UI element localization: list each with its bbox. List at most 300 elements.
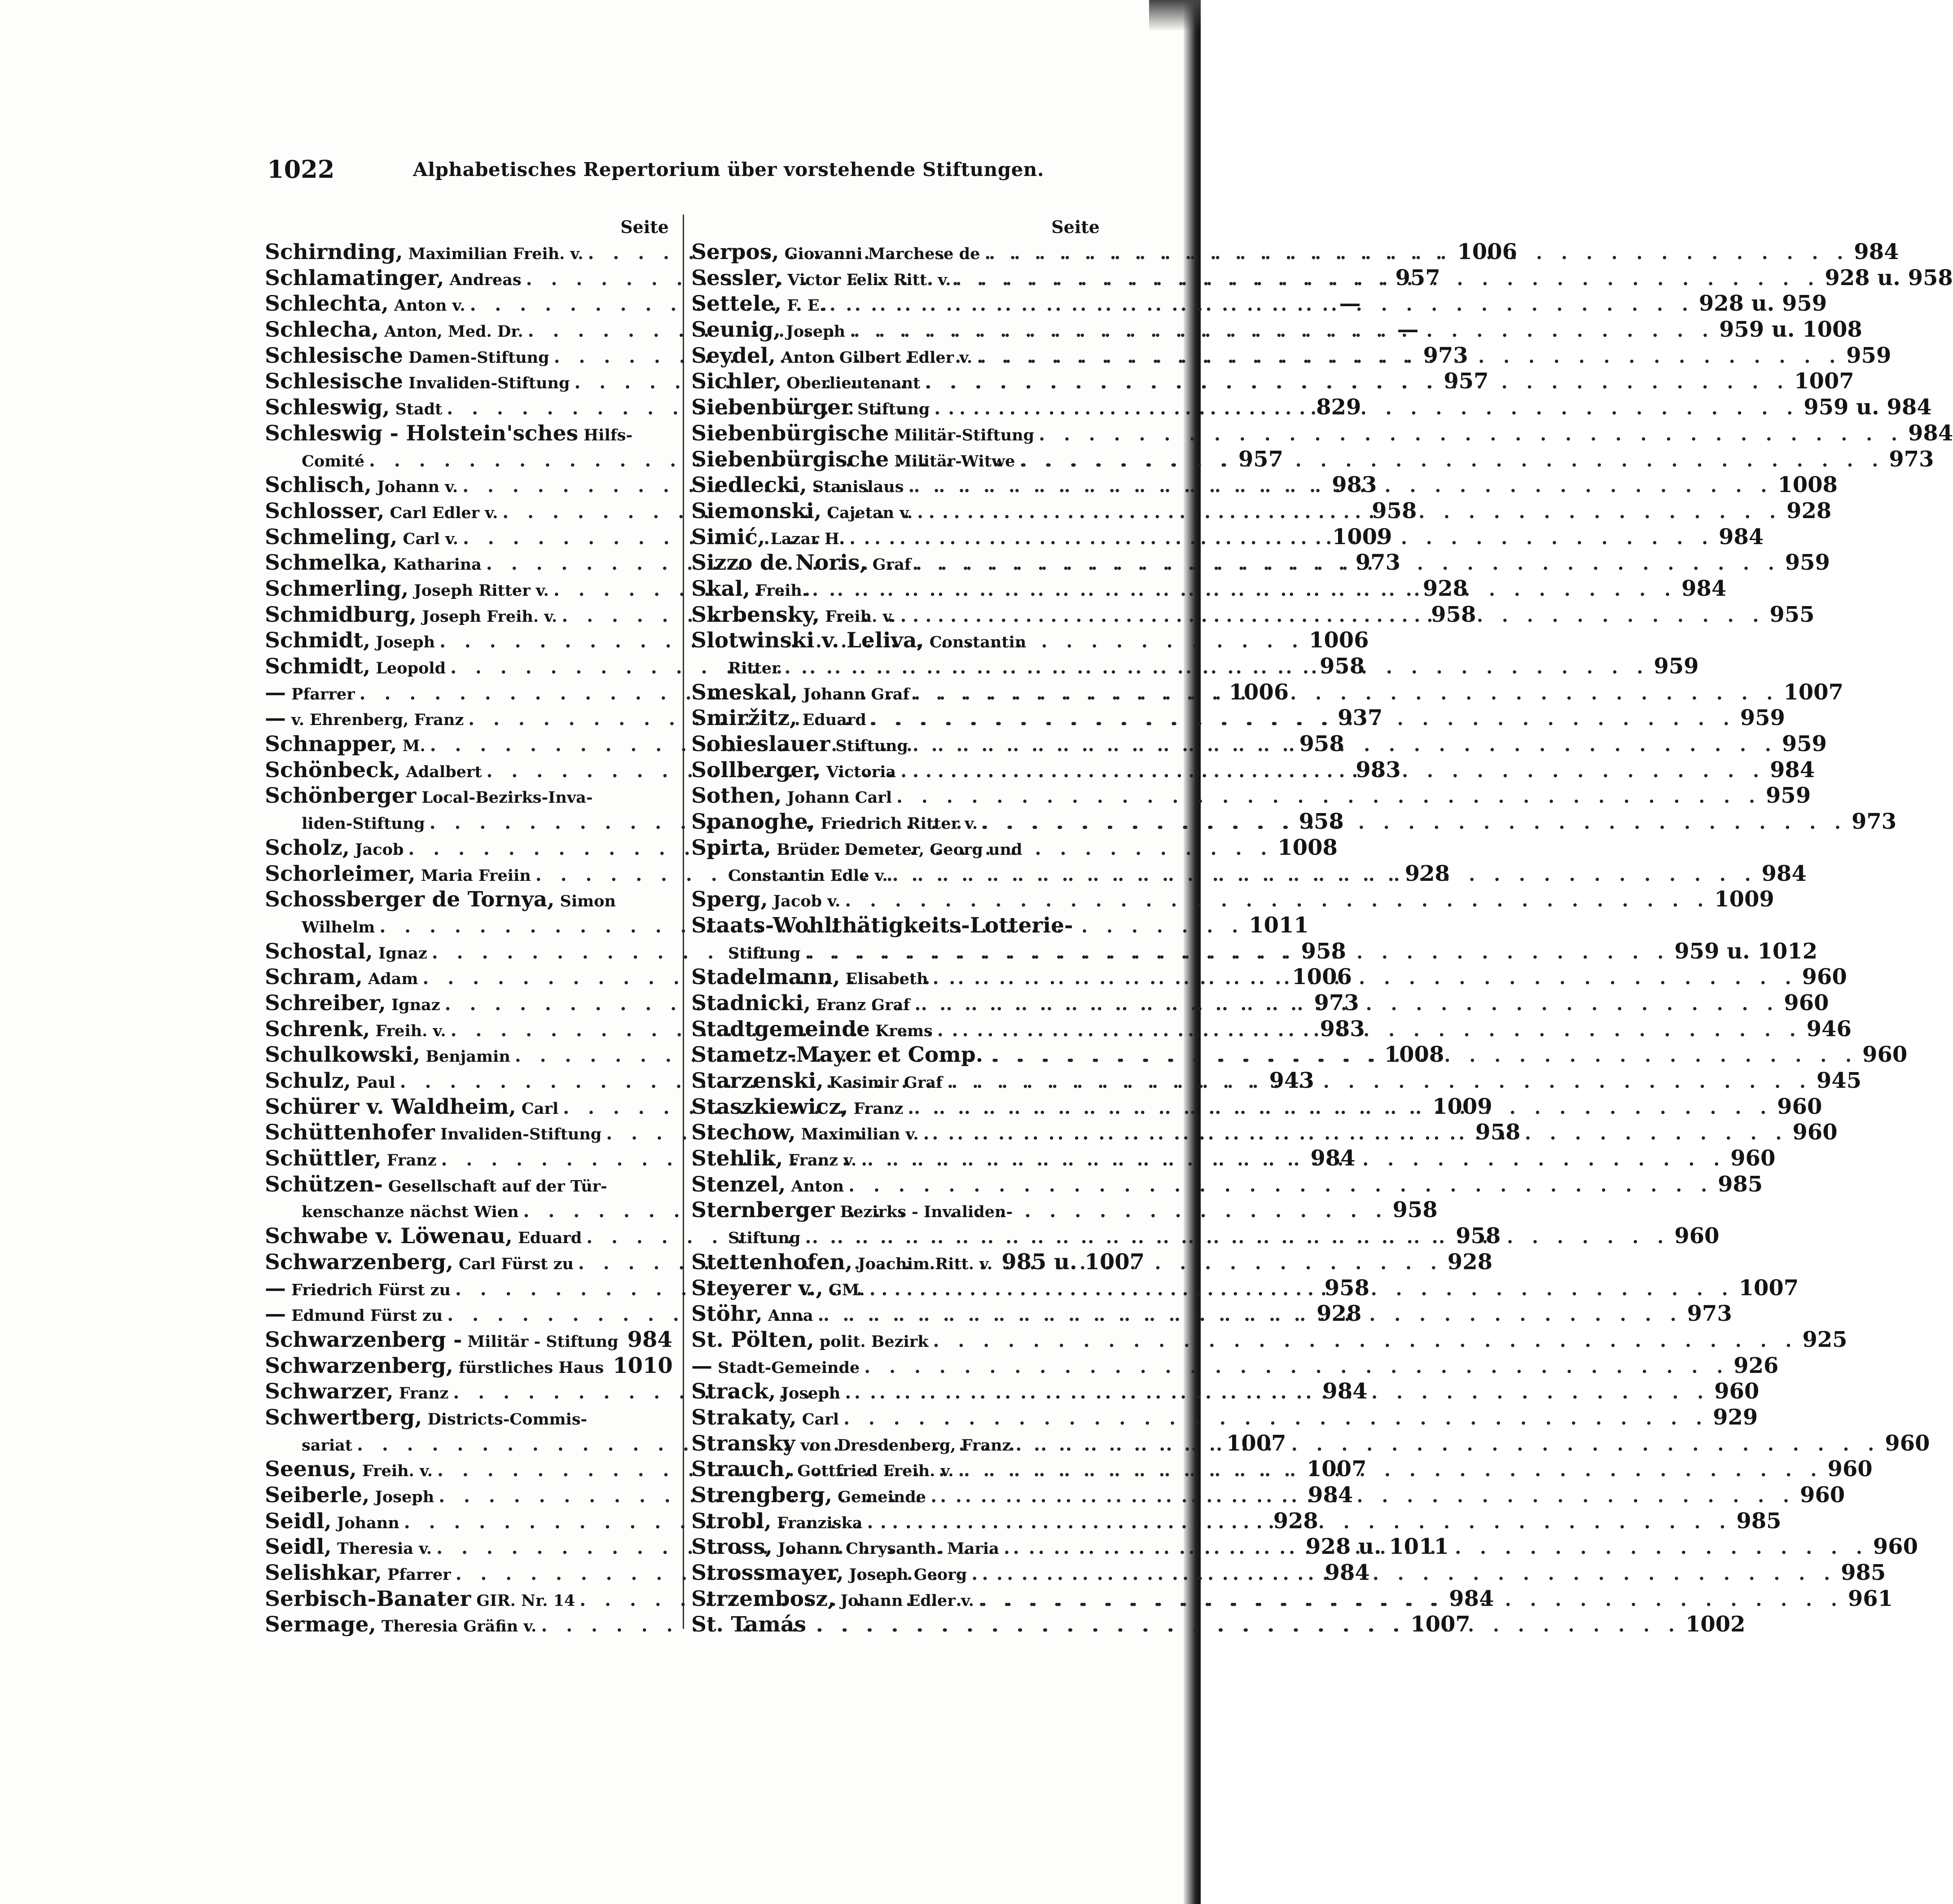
entry-name: Schwarzenberg, <box>265 1249 453 1275</box>
entry-detail: Freih. <box>755 581 808 600</box>
entry-page-number: 960 <box>1802 964 1847 990</box>
entry-name: Schwarzenberg - <box>265 1327 462 1352</box>
entry-name: Siebenbürgische <box>691 447 889 472</box>
entry-name: Simić, <box>691 524 765 550</box>
entry-page-number: 928 <box>1422 576 1468 601</box>
entry-page-number: 984 <box>1449 1586 1494 1611</box>
index-entry <box>265 1327 672 1353</box>
entry-detail: Gottfried Freih. v. <box>797 1462 954 1481</box>
entry-detail: Maximilian Freih. v. <box>408 245 584 263</box>
leader-dots <box>984 240 1849 266</box>
entry-page-number: 928 <box>1404 861 1450 886</box>
entry-name: Skrbensky, <box>691 602 820 627</box>
entry-page-number: 928 u. 1011 <box>1306 1534 1449 1560</box>
entry-detail: Districts-Commis- <box>427 1410 588 1429</box>
entry-name: Schützen- <box>265 1172 383 1197</box>
entry-detail: Johann <box>337 1513 399 1532</box>
entry-detail: kenschanze nächst Wien <box>302 1203 519 1222</box>
entry-detail: von Dresdenberg, Franz <box>800 1436 1011 1455</box>
entry-detail: Victor Felix Ritt. v. <box>787 270 951 289</box>
entry-page-number: 1007 <box>1783 679 1843 705</box>
entry-detail: Jacob <box>355 840 404 859</box>
entry-detail: Stiftung <box>728 944 801 963</box>
entry-name: Seunig, <box>691 317 781 343</box>
index-entry <box>691 1404 1758 1431</box>
entry-page-number: 957 <box>1395 265 1440 290</box>
entry-name: Staszkiewicz, <box>691 1094 848 1119</box>
entry-detail: Invaliden-Stiftung <box>440 1125 602 1144</box>
entry-detail: Gesellschaft auf der Tür- <box>388 1177 607 1196</box>
entry-detail: Joseph <box>376 633 435 652</box>
index-entry <box>691 291 1827 317</box>
entry-page-number: 984 <box>1325 1560 1370 1586</box>
entry-detail: Theresia Gräfin v. <box>381 1617 537 1636</box>
entry-page-number: 958 <box>1372 498 1417 523</box>
leader-dots <box>861 1147 1726 1173</box>
entry-page-number: 1009 <box>1714 887 1774 912</box>
leader-dots <box>913 732 1777 758</box>
entry-detail: Eduard <box>518 1229 582 1248</box>
entry-name: Sollberger, <box>691 757 821 783</box>
entry-detail: Franz <box>386 1151 437 1170</box>
entry-name: Schleswig - Holstein'sches <box>265 421 579 446</box>
entry-detail: polit. Bezirk <box>819 1332 929 1351</box>
entry-name: Schostal, <box>265 939 373 964</box>
entry-detail: Carl <box>802 1410 839 1429</box>
leader-dots <box>867 1509 1732 1535</box>
entry-name: Schlosser, <box>265 498 385 523</box>
leader-dots <box>930 1483 1795 1509</box>
entry-page-number: 984 <box>1761 861 1807 886</box>
entry-detail: Anton, Med. Dr. <box>384 322 523 341</box>
entry-page-number: 1006 <box>1292 964 1352 990</box>
entry-detail: Katharina <box>393 555 482 574</box>
entry-name: Schleswig, <box>265 395 390 420</box>
entry-page-number: 928 <box>1273 1508 1318 1534</box>
entry-detail: Anna <box>768 1306 813 1325</box>
entry-name: Stechow, <box>691 1120 796 1145</box>
entry-detail: Pfarrer <box>291 685 355 704</box>
entry-detail: Ignaz <box>391 995 440 1014</box>
leader-dots <box>914 991 1779 1017</box>
entry-page-number: 1007 <box>1306 1456 1367 1482</box>
entry-detail: Johann Graf <box>803 685 910 704</box>
entry-detail: GIR. Nr. 14 <box>476 1591 575 1610</box>
entry-page-number: 958 <box>1299 731 1344 757</box>
entry-detail: Edmund Fürst zu <box>291 1306 443 1325</box>
entry-page-number: 960 <box>1777 1094 1822 1119</box>
leader-dots <box>1019 448 1884 474</box>
entry-page-number: 973 <box>1314 990 1359 1016</box>
entry-name: Sperg, <box>691 887 768 912</box>
entry-name: Sessler, <box>691 265 782 290</box>
entry-detail: Militär-Stiftung <box>894 426 1035 444</box>
entry-name: Schlesische <box>265 369 403 394</box>
entry-detail: Joseph Ritter v. <box>414 581 549 600</box>
seite-heading-left: Seite <box>620 217 669 237</box>
leader-dots <box>900 758 1765 784</box>
entry-detail: Invaliden-Stiftung <box>408 374 570 393</box>
entry-detail: Damen-Stiftung <box>408 348 549 367</box>
entry-name: Schulkowski, <box>265 1042 421 1068</box>
entry-name: Siedlecki, <box>691 473 807 498</box>
index-entry <box>691 1327 1848 1353</box>
entry-name: Selishkar, <box>265 1561 382 1586</box>
entry-detail: Joseph Freih. v. <box>422 607 557 626</box>
leader-dots <box>933 965 1798 991</box>
entry-detail: v. Ehrenberg, Franz <box>291 711 464 730</box>
leader-dots <box>934 396 1799 422</box>
entry-page-number: 929 <box>1712 1404 1758 1430</box>
entry-detail: Joseph <box>781 1384 841 1403</box>
entry-detail: Hilfs- <box>584 426 633 444</box>
entry-name: Schmidburg, <box>265 602 417 627</box>
leader-dots <box>848 1173 1713 1199</box>
entry-page-number: 984 <box>627 1327 672 1352</box>
leader-dots <box>816 1613 1681 1639</box>
leader-dots <box>845 1380 1710 1406</box>
entry-detail: Simon <box>560 892 616 911</box>
entry-detail: Brüder Demeter, Georg und <box>776 840 1023 859</box>
entry-detail: Jacob v. <box>773 892 841 911</box>
entry-name: Stettenhofen, <box>691 1249 853 1275</box>
entry-detail: liden-Stiftung <box>302 814 425 833</box>
entry-name: Siebenbürgische <box>691 421 889 446</box>
index-entry <box>691 420 1953 447</box>
index-entry <box>691 887 1774 913</box>
entry-page-number: 1007 <box>1226 1430 1286 1456</box>
entry-name: Stöhr, <box>691 1302 763 1327</box>
entry-detail: Andreas <box>449 270 522 289</box>
entry-detail: Constantin <box>929 633 1027 652</box>
leader-dots <box>805 940 1670 966</box>
index-entry <box>691 1197 1100 1223</box>
entry-page-number: 960 <box>1730 1146 1776 1171</box>
entry-page-number: 959 u. 984 <box>1804 395 1932 420</box>
index-entry <box>265 1353 673 1379</box>
entry-page-number: 926 <box>1734 1353 1779 1378</box>
leader-dots <box>812 577 1677 603</box>
entry-name: Strzembosz, <box>691 1586 835 1611</box>
entry-name: Spanoghe, <box>691 809 816 835</box>
entry-page-number: 928 <box>1317 1301 1362 1327</box>
entry-detail: Benjamin <box>426 1047 510 1066</box>
entry-page-number: 984 <box>1681 576 1727 601</box>
entry-detail: Freih. v. <box>375 1021 446 1040</box>
entry-name: — <box>265 1302 286 1327</box>
entry-name: Schwertberg, <box>265 1405 422 1430</box>
leader-dots <box>1004 1535 1869 1561</box>
entry-detail: Franz Graf <box>816 995 910 1014</box>
index-entry <box>691 628 1100 654</box>
entry-page-number: 1007 <box>1738 1275 1799 1301</box>
leader-dots <box>977 344 1842 370</box>
entry-page-number: 958 <box>1475 1120 1521 1145</box>
leader-dots <box>908 1095 1773 1121</box>
entry-detail: Anton Gilbert Edler v. <box>781 348 973 367</box>
entry-page-number: 959 <box>1846 343 1892 368</box>
entry-name: Schüttenhofer <box>265 1120 435 1145</box>
entry-name: Schmerling, <box>265 576 409 601</box>
entry-detail: Kasimir Graf <box>829 1073 943 1092</box>
entry-detail: Carl <box>521 1099 559 1118</box>
entry-page-number: 960 <box>1827 1456 1873 1482</box>
entry-page-number: 1011 <box>1249 912 1309 938</box>
leader-dots <box>871 706 1736 732</box>
entry-page-number: 958 <box>1431 602 1476 627</box>
entry-page-number: 973 <box>1851 809 1897 835</box>
entry-page-number: 984 <box>1322 1379 1368 1404</box>
entry-name: Schnapper, <box>265 732 397 757</box>
entry-page-number: 1007 <box>1794 369 1854 394</box>
entry-name: Stametz-Mayer et Comp. <box>691 1042 983 1068</box>
entry-name: Spirta, <box>691 835 771 860</box>
entry-name: Skal, <box>691 576 750 601</box>
leader-dots <box>892 862 1757 888</box>
entry-page-number: 960 <box>1714 1379 1760 1404</box>
entry-page-number: 1002 <box>1685 1612 1746 1637</box>
entry-name: Schürer v. Waldheim, <box>265 1094 516 1119</box>
entry-page-number: 960 <box>1873 1534 1918 1560</box>
entry-page-number: 984 <box>1310 1146 1356 1171</box>
entry-name: Settele, <box>691 291 782 317</box>
entry-page-number: 957 <box>1444 369 1489 394</box>
leader-dots <box>864 1354 1729 1380</box>
entry-detail: Stiftung <box>857 400 930 419</box>
entry-name: St. Pölten, <box>691 1327 814 1352</box>
index-entry <box>265 1405 669 1431</box>
entry-detail: Stiftung <box>728 1229 801 1248</box>
entry-page-number: 928 u. 959 <box>1698 291 1827 317</box>
entry-name: Sichler, <box>691 369 781 394</box>
entry-name: Stehlik, <box>691 1146 783 1171</box>
index-entry <box>691 913 1100 939</box>
entry-name: Strossmayer, <box>691 1561 844 1586</box>
leader-dots <box>947 1069 1812 1095</box>
leader-dots <box>818 1302 1683 1328</box>
entry-page-number: 1006 <box>1308 628 1369 653</box>
entry-page-number: 958 <box>1301 938 1346 964</box>
entry-page-number: 1006 <box>1457 239 1517 264</box>
leader-dots <box>982 810 1847 836</box>
leader-dots <box>908 473 1773 499</box>
entry-detail: Ignaz <box>378 944 427 963</box>
entry-detail: Gemeinde <box>838 1488 926 1506</box>
entry-page-number: 984 <box>1769 757 1815 783</box>
entry-page-number: 973 <box>1423 343 1468 368</box>
entry-name: Schirnding, <box>265 240 403 264</box>
leader-dots <box>900 603 1765 629</box>
entry-name: Smeskal, <box>691 680 798 705</box>
entry-page-number: 985 <box>1841 1560 1886 1586</box>
entry-name: Serbisch-Banater <box>265 1586 471 1611</box>
entry-name: Sternberger <box>691 1198 835 1223</box>
entry-name: Schlechta, <box>265 291 389 317</box>
leader-dots <box>916 551 1781 577</box>
entry-detail: Adam <box>368 970 418 989</box>
entry-detail: Stanislaus <box>812 478 904 497</box>
entry-page-number: 984 <box>1908 420 1953 446</box>
leader-dots <box>1015 1432 1880 1458</box>
entry-page-number: 958 <box>1392 1197 1438 1223</box>
running-title: Alphabetisches Repertorium über vorstehende Stiftungen. <box>413 158 1044 180</box>
seite-heading-right: Seite <box>1051 217 1100 237</box>
entry-detail: Adalbert <box>406 762 482 781</box>
entry-page-number: 1006 <box>1229 679 1289 705</box>
entry-name: Staats-Wohlthätigkeits-Lotterie- <box>691 913 1073 938</box>
entry-name: Steyerer v., <box>691 1275 823 1301</box>
entry-page-number: 960 <box>1799 1482 1845 1508</box>
entry-name: Seydel, <box>691 343 776 368</box>
entry-name: Sizzo de Noris, <box>691 550 867 576</box>
entry-detail: Carl Edler v. <box>390 503 498 522</box>
entry-name: Strack, <box>691 1379 776 1404</box>
entry-detail: Franz <box>853 1099 904 1118</box>
entry-name: Seiberle, <box>265 1483 370 1508</box>
entry-name: Siemonski, <box>691 498 822 523</box>
entry-detail: Constantin Edle v. <box>728 866 888 885</box>
entry-detail: Lazar H. <box>770 529 845 548</box>
entry-detail: Ritter <box>728 659 780 677</box>
leader-dots <box>843 1406 1708 1432</box>
entry-detail: Militär-Witwe <box>894 452 1015 471</box>
entry-page-number: 958 <box>1324 1275 1369 1301</box>
page-number: 1022 <box>267 155 335 184</box>
entry-page-number: 1009 <box>1432 1094 1492 1119</box>
entry-page-number: 959 <box>1782 731 1827 757</box>
entry-detail: Joseph Georg <box>849 1565 967 1584</box>
leader-dots <box>993 1043 1858 1069</box>
entry-detail: Militär - Stiftung <box>467 1332 619 1351</box>
leader-dots <box>829 292 1694 318</box>
entry-detail: Graf <box>872 555 911 574</box>
entry-page-number: 958 <box>1456 1223 1501 1249</box>
leader-dots <box>923 1121 1788 1147</box>
entry-name: Schram, <box>265 965 363 990</box>
leader-dots <box>805 1224 1670 1250</box>
entry-page-number: 983 <box>1332 472 1377 498</box>
entry-page-number: 983 <box>1320 1016 1365 1042</box>
entry-name: Siebenbürger <box>691 395 852 420</box>
entry-name: Seidl, <box>265 1535 332 1560</box>
leader-dots <box>925 369 1790 396</box>
entry-detail: fürstliches Haus <box>458 1358 604 1377</box>
leader-dots <box>937 1017 1802 1043</box>
entry-detail: Franz v. <box>788 1151 857 1170</box>
leader-dots <box>784 655 1649 681</box>
entry-page-number: 960 <box>1674 1223 1720 1249</box>
entry-name: Schüttler, <box>265 1146 382 1171</box>
entry-detail: Krems <box>875 1021 933 1040</box>
entry-name: Stadelmann, <box>691 965 840 990</box>
entry-name: Schönbeck, <box>265 757 401 783</box>
entry-name: Smiržitz, <box>691 706 797 731</box>
entry-name: — <box>265 706 286 731</box>
leader-dots <box>849 525 1714 551</box>
entry-name: Schwarzer, <box>265 1379 394 1404</box>
entry-page-number: 1008 <box>1384 1042 1444 1068</box>
entry-detail: Joachim Ritt. v. <box>858 1254 993 1273</box>
entry-detail: Wilhelm <box>302 918 375 937</box>
entry-name: Scholz, <box>265 835 350 860</box>
entry-name: — <box>265 1275 286 1301</box>
entry-page-number: 959 <box>1740 705 1785 731</box>
page-corner-shadow <box>1149 0 1201 31</box>
entry-name: Strobl, <box>691 1508 772 1534</box>
page-header <box>267 155 1111 191</box>
entry-detail: Oberlieutenant <box>786 374 921 393</box>
entry-page-number: 937 <box>1338 705 1383 731</box>
entry-name: — <box>691 1353 712 1378</box>
entry-name: Schlesische <box>265 343 403 368</box>
entry-page-number: 928 <box>1786 498 1832 523</box>
entry-page-number: 959 u. 1008 <box>1719 317 1862 343</box>
entry-name: Schlecha, <box>265 317 379 343</box>
index-entry <box>265 1172 669 1198</box>
leader-dots <box>971 1561 1836 1587</box>
leader-dots <box>914 681 1779 707</box>
entry-page-number: 960 <box>1784 990 1829 1016</box>
entry-page-number: 1008 <box>1777 472 1838 498</box>
entry-name: Strauch, <box>691 1457 792 1482</box>
entry-name: Sermage, <box>265 1612 376 1637</box>
entry-name: Schrenk, <box>265 1016 370 1042</box>
entry-name: Slotwinski v. Leliva, <box>691 628 924 653</box>
entry-name: Stadtgemeinde <box>691 1016 870 1042</box>
index-entry <box>691 317 1862 343</box>
entry-detail: Paul <box>356 1073 395 1092</box>
entry-page-number: 1007 <box>1410 1612 1470 1637</box>
index-entry <box>265 783 669 809</box>
entry-detail: Giovanni Marchese de <box>784 245 980 263</box>
entry-detail: Carl Fürst zu <box>458 1254 574 1273</box>
entry-page-number: 973 <box>1687 1301 1732 1327</box>
entry-page-number: 985 <box>1718 1171 1763 1197</box>
entry-name: Strengberg, <box>691 1483 833 1508</box>
entry-page-number: 960 <box>1792 1120 1838 1145</box>
entry-page-number: 945 <box>1816 1068 1862 1093</box>
index-entry <box>691 1249 1145 1275</box>
entry-page-number: 1009 <box>1332 524 1392 550</box>
entry-page-number: 955 <box>1769 602 1815 627</box>
index-entry <box>265 887 669 913</box>
entry-page-number: 958 <box>1299 809 1344 835</box>
entry-name: Seenus, <box>265 1457 357 1482</box>
entry-detail: Friedrich Fürst zu <box>291 1280 451 1299</box>
entry-page-number: 1008 <box>1277 835 1338 860</box>
entry-detail: Carl v. <box>403 529 458 548</box>
entry-name: Strakaty, <box>691 1405 797 1430</box>
entry-page-number: 959 u. 1012 <box>1674 938 1818 964</box>
entry-detail: Franz <box>399 1384 449 1403</box>
leader-dots <box>1039 422 1904 448</box>
leader-dots <box>955 266 1820 292</box>
entry-name: Stross, <box>691 1535 773 1560</box>
entry-name: Starzenski, <box>691 1069 824 1093</box>
entry-detail: Victoria <box>826 762 896 781</box>
index-entry <box>691 1171 1763 1198</box>
entry-detail: Pfarrer <box>387 1565 451 1584</box>
entry-page-number: 943 <box>1269 1068 1314 1093</box>
entry-page-number: — <box>1339 291 1361 317</box>
entry-page-number: — <box>1397 317 1419 343</box>
entry-detail: Stiftung <box>835 737 908 756</box>
entry-name: Schorleimer, <box>265 861 416 886</box>
entry-name: Stadnicki, <box>691 990 811 1016</box>
entry-detail: Joseph <box>786 322 846 341</box>
index-entry <box>265 421 669 447</box>
entry-page-number: 959 <box>1765 783 1811 809</box>
